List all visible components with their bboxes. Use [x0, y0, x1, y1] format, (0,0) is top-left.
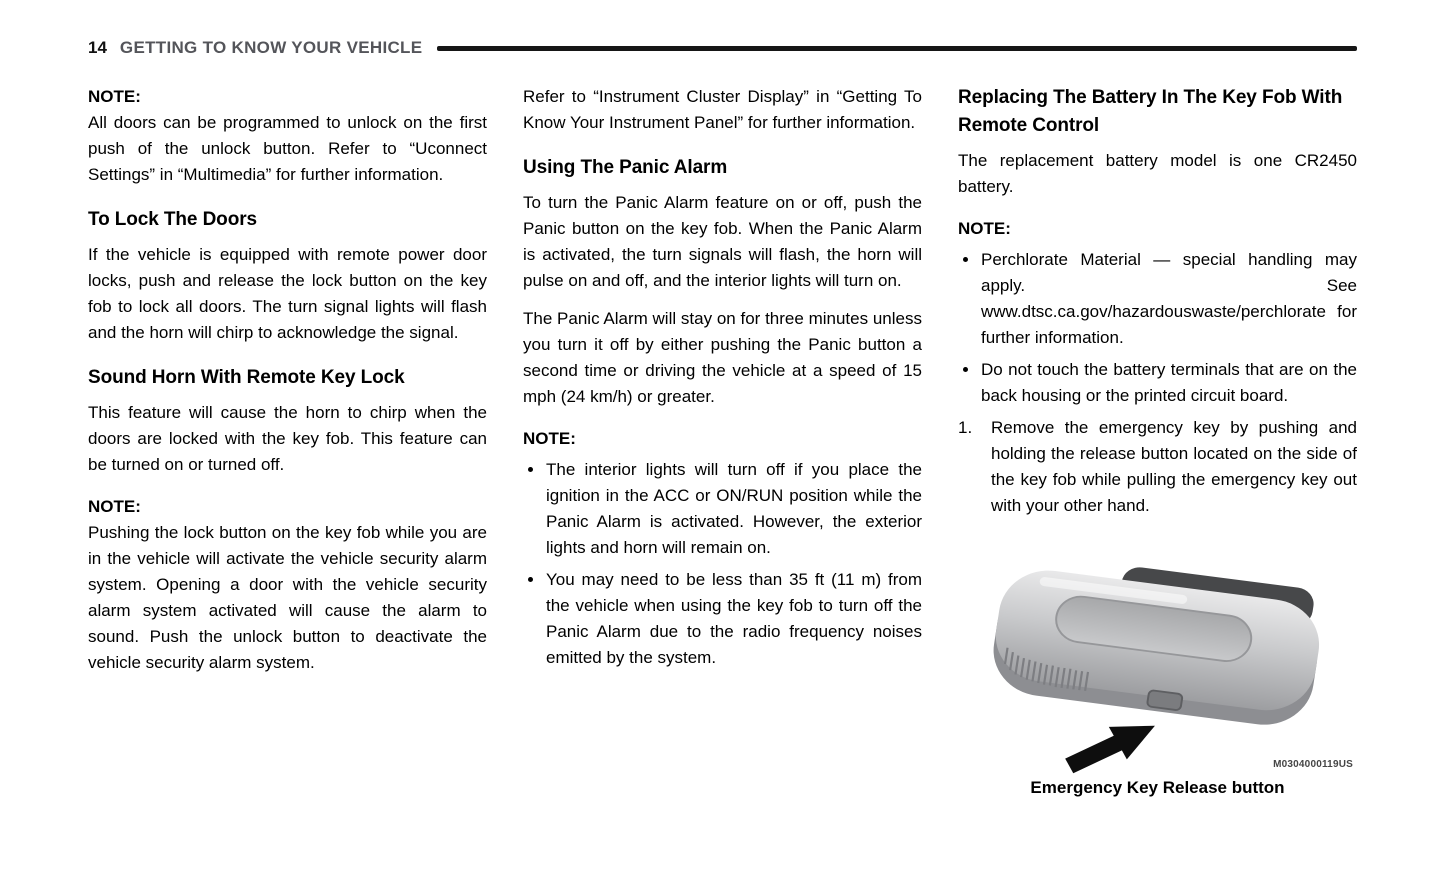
- section-heading-sound-horn: Sound Horn With Remote Key Lock: [88, 367, 405, 388]
- note-label: NOTE:: [523, 429, 576, 448]
- header-rule: [437, 46, 1357, 51]
- column-2: [523, 84, 922, 798]
- figure-image-code: M0304000119US: [1273, 759, 1353, 770]
- column-1: [88, 84, 487, 798]
- note-text: Pushing the lock button on the key fob while you are in the vehicle will activate the vehicle security alarm system. Opening a door with the vehicle security alarm system activated will cause the alarm to sound. Push the unlock button to deactivate the vehicle security alarm system.: [88, 523, 487, 672]
- paragraph: Refer to “Instrument Cluster Display” in “Getting To Know Your Instrument Panel” for further information.: [523, 87, 922, 132]
- key-fob-figure: [958, 547, 1357, 798]
- figure-caption: Emergency Key Release button: [1030, 778, 1285, 797]
- section-heading-panic-alarm: Using The Panic Alarm: [523, 157, 728, 178]
- bullet-item: • Do not touch the battery terminals that are on the back housing or the printed circuit board.: [980, 357, 1357, 409]
- release-button: [1146, 690, 1182, 711]
- step-text: Remove the emergency key by pushing and holding the release button located on the side of the key fob while pulling the emergency key out with your other hand.: [991, 418, 1357, 515]
- bullet-item: • Perchlorate Material — special handling may apply. See www.dtsc.ca.gov/hazardouswaste/perchlorate for further information.: [980, 247, 1357, 351]
- paragraph: This feature will cause the horn to chirp when the doors are locked with the key fob. This feature can be turned on or turned off.: [88, 403, 487, 474]
- key-fob-illustration: [972, 547, 1344, 775]
- page-header: [88, 38, 1357, 58]
- note-bullet-list: [958, 247, 1357, 409]
- note-label: NOTE:: [958, 219, 1011, 238]
- column-3: [958, 84, 1357, 798]
- content-columns: [88, 84, 1357, 798]
- step-item: [958, 415, 1357, 519]
- paragraph: To turn the Panic Alarm feature on or off, push the Panic button on the key fob. When the Panic Alarm is activated, the turn signals will flash, the horn will pulse on and off, and the interior lights will turn on.: [523, 193, 922, 290]
- paragraph: If the vehicle is equipped with remote power door locks, push and release the lock button on the key fob to lock all doors. The turn signal lights will flash and the horn will chirp to acknowledge the signal.: [88, 245, 487, 342]
- note-text: All doors can be programmed to unlock on the first push of the unlock button. Refer to “Uconnect Settings” in “Multimedia” for further information.: [88, 113, 487, 184]
- note-label: NOTE:: [88, 497, 141, 516]
- note-label: NOTE:: [88, 87, 141, 106]
- bullet-item: • You may need to be less than 35 ft (11 m) from the vehicle when using the key fob to turn off the Panic Alarm due to the radio frequency noises emitted by the system.: [545, 567, 922, 671]
- paragraph: The Panic Alarm will stay on for three minutes unless you turn it off by either pushing the Panic button a second time or driving the vehicle at a speed of 15 mph (24 km/h) or greater.: [523, 309, 922, 406]
- section-heading-lock-doors: To Lock The Doors: [88, 209, 257, 230]
- step-number: 1.: [958, 418, 973, 437]
- note-bullet-list: [523, 457, 922, 671]
- paragraph: The replacement battery model is one CR2450 battery.: [958, 151, 1357, 196]
- section-heading-replace-battery: Replacing The Battery In The Key Fob With Remote Control: [958, 87, 1343, 136]
- chapter-title: GETTING TO KNOW YOUR VEHICLE: [119, 38, 423, 57]
- page-number: 14: [88, 38, 107, 57]
- bullet-item: • The interior lights will turn off if you place the ignition in the ACC or ON/RUN position while the Panic Alarm is activated. However, the exterior lights and horn will remain on.: [545, 457, 922, 561]
- numbered-steps: [958, 415, 1357, 519]
